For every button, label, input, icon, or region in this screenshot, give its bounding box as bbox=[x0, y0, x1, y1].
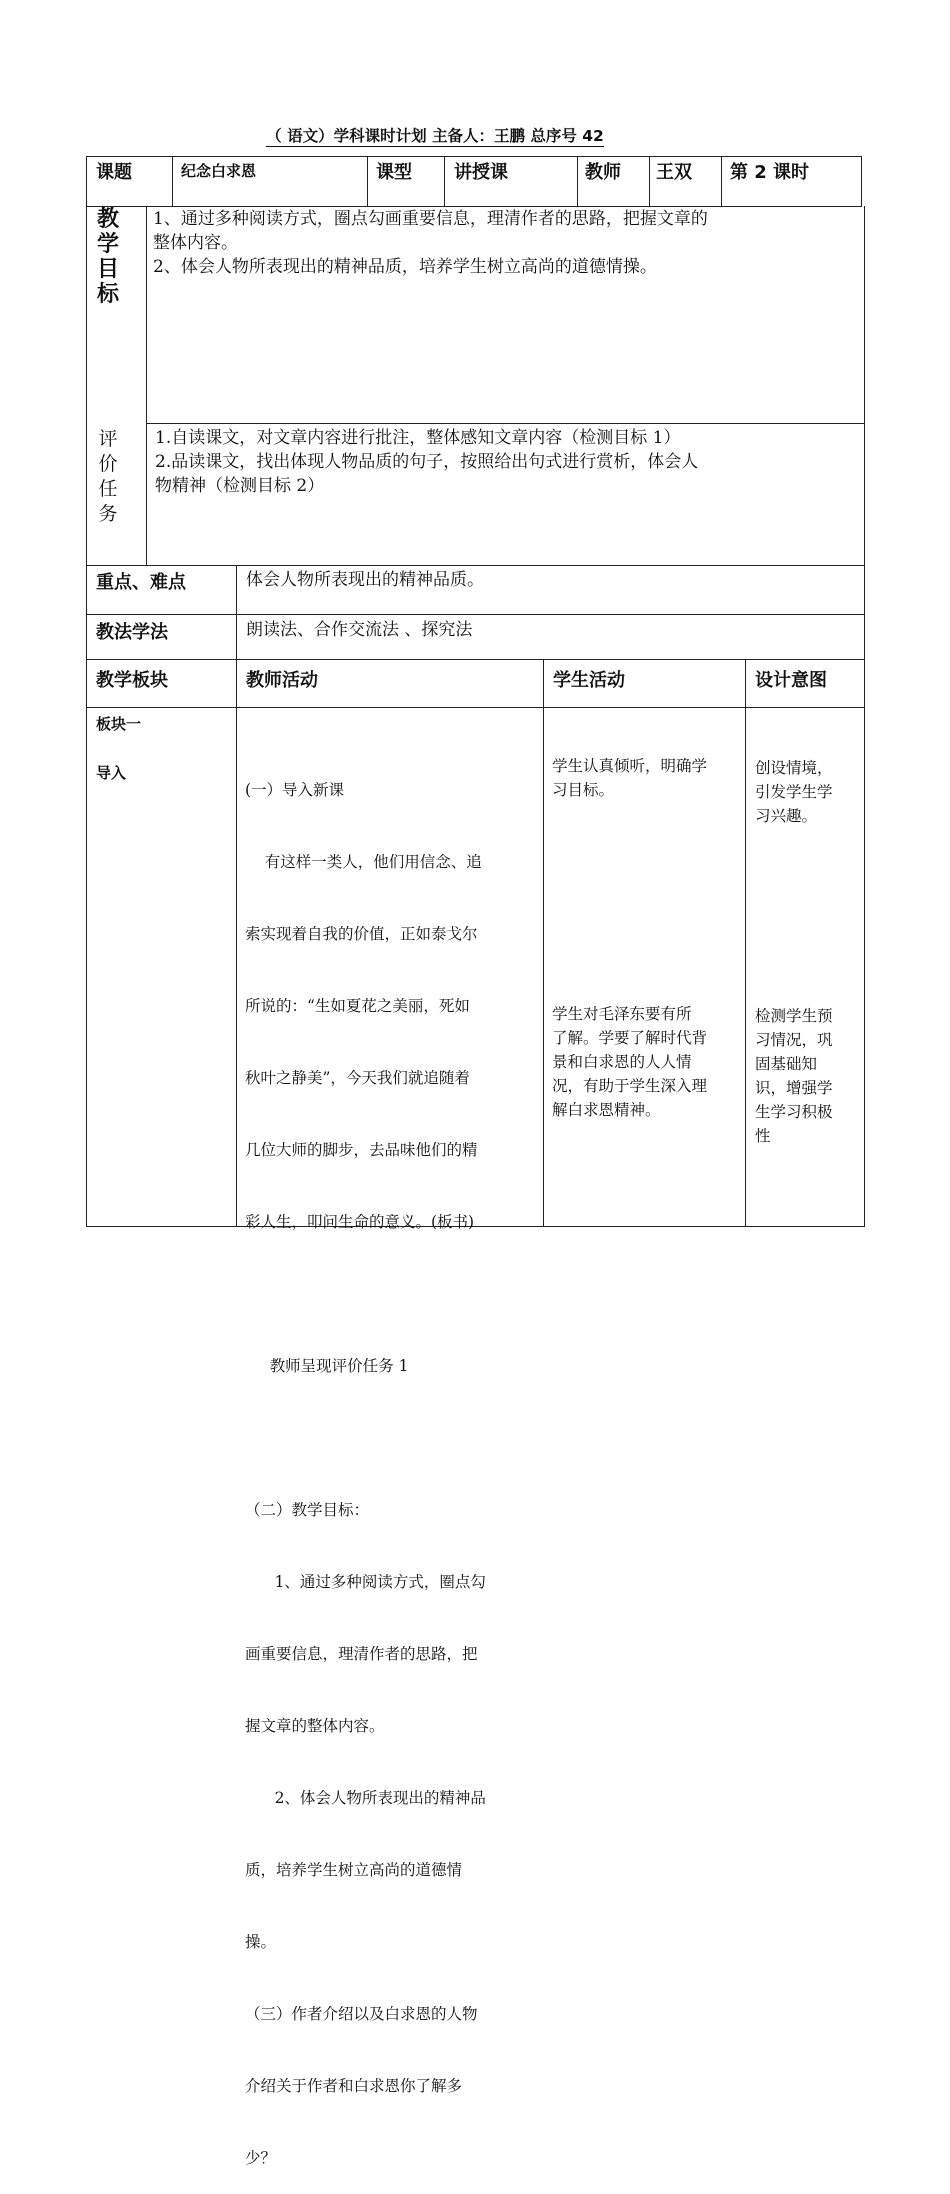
column-header-intent: 设计意图 bbox=[755, 670, 827, 691]
student-activity-2: 学生对毛泽东要有所 了解。学要了解时代背 景和白求恩的人人情 况，有助于学生深入理 解白求恩精神。 bbox=[552, 1005, 708, 1119]
teacher-value: 王双 bbox=[656, 162, 692, 183]
key-points-value: 体会人物所表现出的精神品质。 bbox=[246, 570, 484, 590]
block-name: 板块一 bbox=[96, 715, 142, 733]
block-sub: 导入 bbox=[96, 764, 127, 782]
methods-value: 朗读法、合作交流法 、探究法 bbox=[246, 620, 473, 640]
topic-value: 纪念白求恩 bbox=[181, 162, 257, 180]
topic-label: 课题 bbox=[96, 162, 132, 183]
column-header-teacher: 教师活动 bbox=[246, 670, 318, 691]
student-activity-1: 学生认真倾听，明确学 习目标。 bbox=[552, 757, 708, 799]
methods-label: 教法学法 bbox=[96, 622, 168, 643]
design-intent-1: 创设情境， 引发学生学 习兴趣。 bbox=[755, 759, 833, 825]
design-intent-2: 检测学生预 习情况，巩 固基础知 识，增强学 生学习积极 性 bbox=[755, 1007, 833, 1145]
key-points-label: 重点、难点 bbox=[96, 572, 186, 593]
lesson-type-label: 课型 bbox=[376, 162, 412, 183]
objectives-text: 1、通过多种阅读方式，圈点勾画重要信息，理清作者的思路，把握文章的 整体内容。 2、体会人物所表现出的精神品质，培养学生树立高尚的道德情操。 bbox=[153, 209, 708, 277]
objectives-label: 教 学 目 标 bbox=[96, 207, 119, 307]
column-header-student: 学生活动 bbox=[553, 670, 625, 691]
lesson-type-value: 讲授课 bbox=[454, 162, 508, 183]
period-label: 第 2 课时 bbox=[730, 162, 810, 183]
teacher-label: 教师 bbox=[585, 162, 621, 183]
teacher-activity: (一）导入新课 有这样一类人，他们用信念、追 索实现着自我的价值，正如泰戈尔 所说的：“生如夏花之美丽，死如 秋叶之静美”，今天我们就追随着 几位大师的脚步，去品味他们的精 彩人生，叩问生命的意义。(板书) 教师呈现评价任务 1 （二）教学目标： 1、通过多种阅读方式，圈点勾 画重要信息，理清作者的思路，把 握文章的整体内容。 2、体会人物所表现出的精神品 质，培养学生树立高尚的道德情 操。 （三）作者介绍以及白求恩的人物 介绍关于作者和白求恩你了解多 少？ bbox=[245, 781, 486, 2167]
evaluation-text: 1.自读课文，对文章内容进行批注，整体感知文章内容（检测目标 1） 2.品读课文，找出体现人物品质的句子，按照给出句式进行赏析，体会人 物精神（检测目标 2） bbox=[155, 428, 699, 496]
evaluation-label: 评 价 任 务 bbox=[98, 428, 118, 525]
column-header-block: 教学板块 bbox=[96, 670, 168, 691]
document-title: （ 语文）学科课时计划 主备人：王鹏 总序号 42 bbox=[266, 127, 604, 145]
